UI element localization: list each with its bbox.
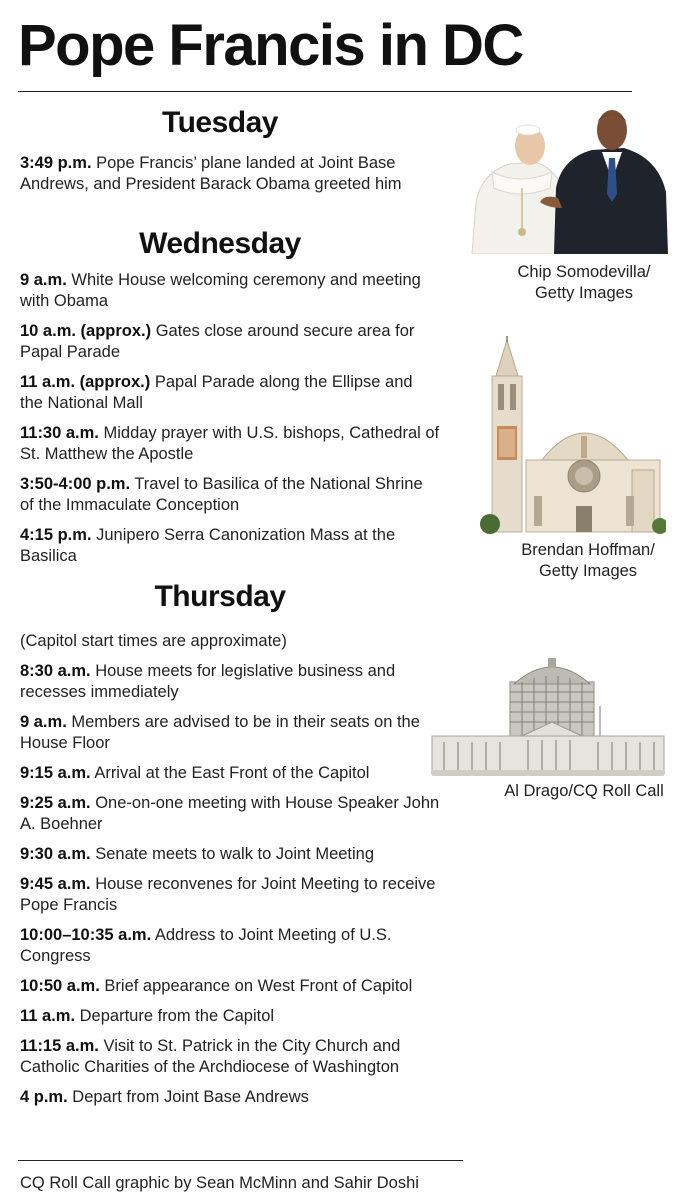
schedule-entry bbox=[20, 1087, 440, 1108]
schedule-entry bbox=[20, 1006, 440, 1027]
basilica-photo bbox=[480, 336, 666, 534]
entry-time: 10 a.m. (approx.) bbox=[20, 322, 152, 340]
entry-time: 11 a.m. (approx.) bbox=[20, 373, 151, 391]
entry-text: Pope Francis’ plane landed at Joint Base Andrews, and President Barack Obama greeted him bbox=[20, 154, 402, 193]
entry-time: 9:30 a.m. bbox=[20, 845, 91, 863]
entry-text: White House welcoming ceremony and meeting with Obama bbox=[20, 271, 421, 310]
day-heading-thursday: Thursday bbox=[154, 580, 286, 613]
tuesday-section bbox=[20, 106, 440, 204]
schedule-entry bbox=[20, 712, 440, 754]
photo-caption-line: Chip Somodevilla/ bbox=[517, 263, 651, 281]
entry-time: 9:15 a.m. bbox=[20, 764, 91, 782]
wednesday-section bbox=[20, 227, 440, 576]
entry-time: 9 a.m. bbox=[20, 271, 67, 289]
entry-text: Midday prayer with U.S. bishops, Cathedral of St. Matthew the Apostle bbox=[20, 424, 440, 463]
photo-caption-line: Getty Images bbox=[534, 284, 634, 302]
schedule-entry bbox=[20, 423, 440, 465]
schedule-entry bbox=[20, 270, 440, 312]
entry-text: Papal Parade along the Ellipse and the National Mall bbox=[20, 373, 413, 412]
schedule-entry bbox=[20, 661, 440, 703]
entry-text: Junipero Serra Canonization Mass at the Basilica bbox=[20, 526, 396, 565]
credit-footer: CQ Roll Call graphic by Sean McMinn and Sahir Doshi bbox=[20, 1174, 419, 1192]
entry-time: 11:15 a.m. bbox=[20, 1037, 99, 1055]
entry-time: 9:25 a.m. bbox=[20, 794, 91, 812]
entry-text: Members are advised to be in their seats on the House Floor bbox=[20, 713, 420, 752]
schedule-entry bbox=[20, 1036, 440, 1078]
entry-text: Brief appearance on West Front of Capitol bbox=[104, 977, 413, 995]
entry-text: Address to Joint Meeting of U.S. Congress bbox=[20, 926, 392, 965]
thursday-section bbox=[20, 580, 440, 1117]
schedule-entry bbox=[20, 844, 440, 865]
entry-time: 4 p.m. bbox=[20, 1088, 68, 1106]
entry-time: 4:15 p.m. bbox=[20, 526, 92, 544]
schedule-entry bbox=[20, 976, 440, 997]
schedule-entry bbox=[20, 321, 440, 363]
schedule-entry bbox=[20, 793, 440, 835]
title-divider bbox=[18, 91, 632, 92]
capitol-photo bbox=[430, 654, 666, 776]
entry-time: 10:00–10:35 a.m. bbox=[20, 926, 152, 944]
entry-text: Senate meets to walk to Joint Meeting bbox=[95, 845, 375, 863]
page-title: Pope Francis in DC bbox=[18, 13, 523, 78]
photo-caption bbox=[488, 262, 680, 304]
schedule-entry bbox=[20, 153, 440, 195]
entry-text: House reconvenes for Joint Meeting to receive Pope Francis bbox=[20, 875, 436, 914]
schedule-entry bbox=[20, 763, 440, 784]
entry-text: One-on-one meeting with House Speaker John A. Boehner bbox=[20, 794, 440, 833]
schedule-entry bbox=[20, 372, 440, 414]
photo-caption-line: Brendan Hoffman/ bbox=[521, 541, 655, 559]
entry-time: 9 a.m. bbox=[20, 713, 67, 731]
entry-text: Departure from the Capitol bbox=[79, 1007, 275, 1025]
schedule-note: (Capitol start times are approximate) bbox=[20, 632, 287, 650]
entry-text: House meets for legislative business and recesses immediately bbox=[20, 662, 396, 701]
entry-time: 8:30 a.m. bbox=[20, 662, 91, 680]
photo-caption bbox=[494, 540, 682, 582]
schedule-entry bbox=[20, 474, 440, 516]
entry-text: Travel to Basilica of the National Shrine of the Immaculate Conception bbox=[20, 475, 423, 514]
footer-divider bbox=[18, 1160, 463, 1161]
entry-text: Visit to St. Patrick in the City Church and Catholic Charities of the Archdiocese of Washington bbox=[20, 1037, 401, 1076]
entry-text: Depart from Joint Base Andrews bbox=[72, 1088, 309, 1106]
entry-text: Arrival at the East Front of the Capitol bbox=[94, 764, 370, 782]
entry-time: 3:50-4:00 p.m. bbox=[20, 475, 131, 493]
entry-time: 9:45 a.m. bbox=[20, 875, 91, 893]
entry-time: 10:50 a.m. bbox=[20, 977, 100, 995]
entry-text: Gates close around secure area for Papal Parade bbox=[20, 322, 415, 361]
entry-time: 3:49 p.m. bbox=[20, 154, 92, 172]
entry-time: 11:30 a.m. bbox=[20, 424, 99, 442]
schedule-entry bbox=[20, 925, 440, 967]
schedule-entry bbox=[20, 874, 440, 916]
schedule-entry bbox=[20, 525, 440, 567]
day-heading-wednesday: Wednesday bbox=[139, 227, 301, 260]
pope-obama-photo bbox=[462, 102, 670, 254]
day-heading-tuesday: Tuesday bbox=[162, 106, 278, 139]
photo-caption: Al Drago/CQ Roll Call bbox=[504, 782, 664, 800]
entry-time: 11 a.m. bbox=[20, 1007, 76, 1025]
photo-caption-line: Getty Images bbox=[538, 562, 638, 580]
